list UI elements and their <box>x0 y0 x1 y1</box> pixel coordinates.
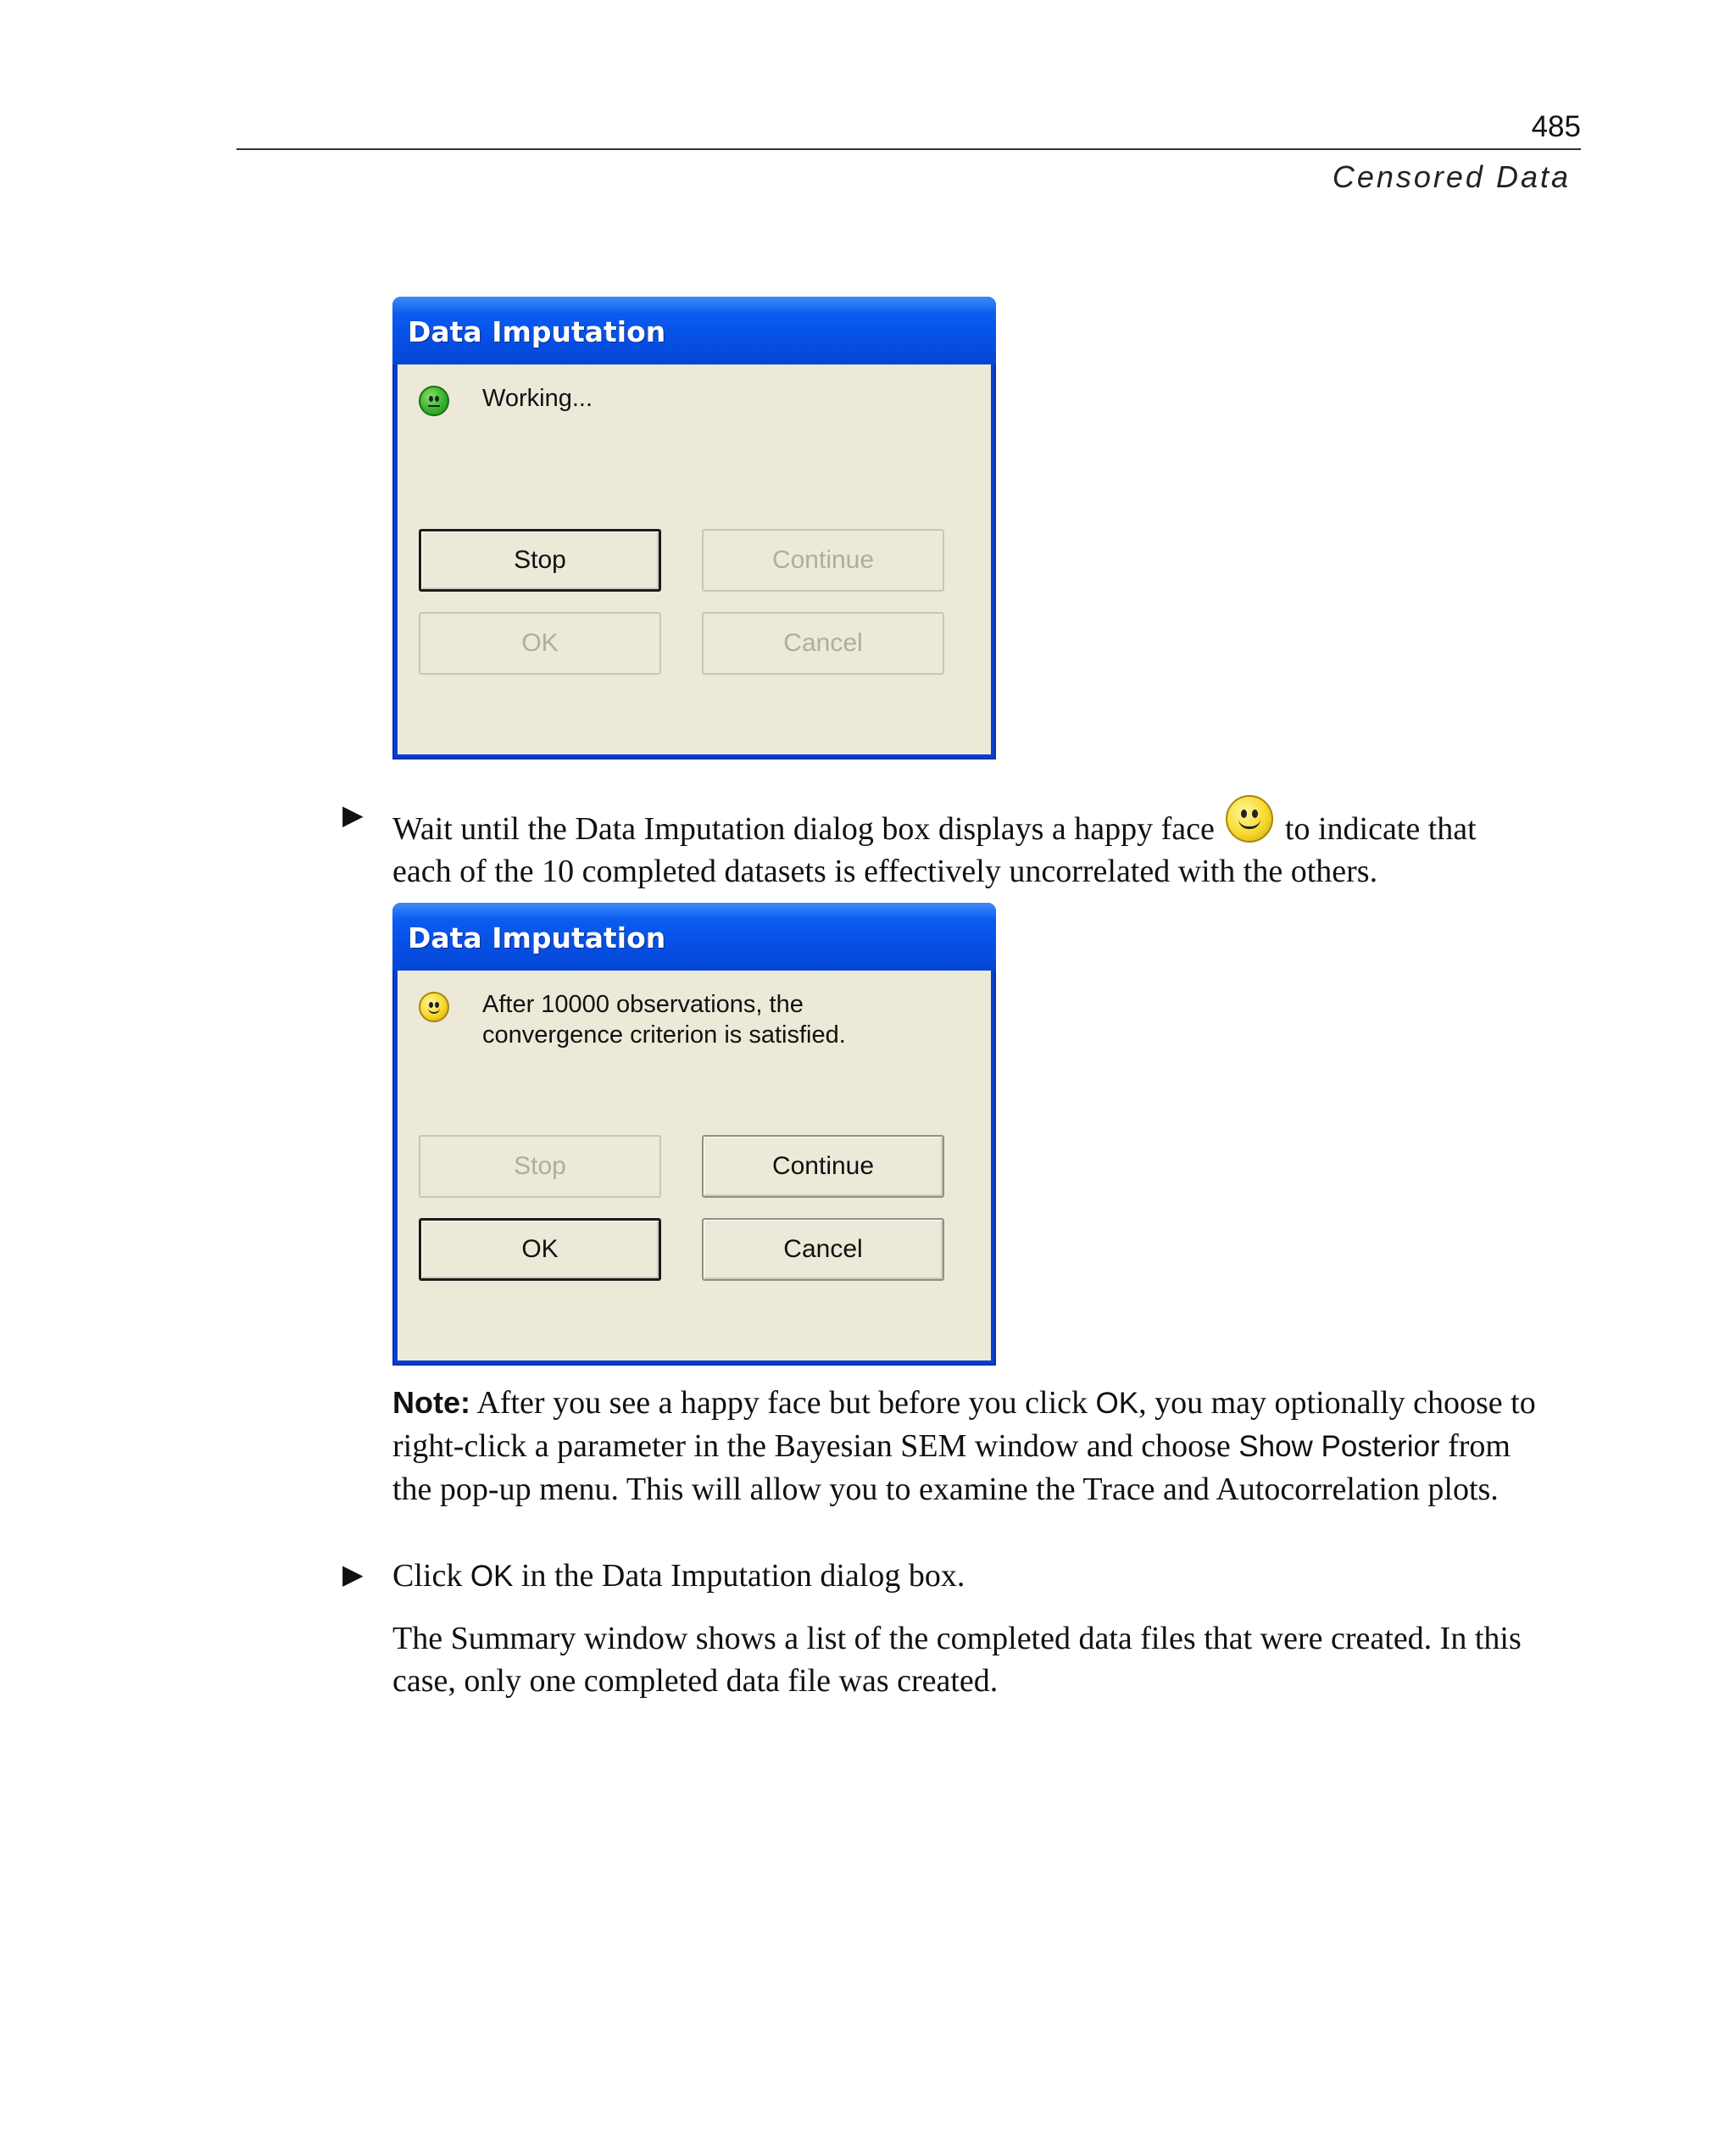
dialog-titlebar[interactable] <box>392 903 996 971</box>
status-line: convergence criterion is satisfied. <box>482 1021 846 1049</box>
happy-face-icon <box>419 992 449 1022</box>
step-click-ok: Click OK in the Data Imputation dialog box. <box>392 1558 965 1594</box>
ok-button[interactable]: OK <box>419 1218 661 1281</box>
header-rule <box>236 148 1581 150</box>
dialog-client-area <box>398 364 991 754</box>
summary-paragraph: The Summary window shows a list of the completed data files that were created. In this case, only one completed data file was created. <box>392 1621 1522 1699</box>
note-label: Note: <box>392 1385 470 1420</box>
happy-face-icon <box>1226 795 1273 843</box>
status-message <box>482 989 846 1050</box>
unhappy-face-icon <box>419 386 449 416</box>
bullet-arrow-icon: ▶ <box>342 1559 364 1589</box>
cancel-button[interactable]: Cancel <box>702 1218 944 1281</box>
status-line: Working... <box>482 385 593 412</box>
dialog-titlebar[interactable] <box>392 297 996 364</box>
stop-button[interactable]: Stop <box>419 1135 661 1198</box>
show-posterior-reference: Show Posterior <box>1238 1430 1440 1463</box>
continue-button[interactable]: Continue <box>702 1135 944 1198</box>
status-line: After 10000 observations, the <box>482 991 804 1018</box>
data-imputation-dialog-working <box>392 297 996 759</box>
step-wait-happy-face: Wait until the Data Imputation dialog box displays a happy face to indicate that each of the 10 completed datasets is effectively uncorrelated with the others. <box>392 795 1579 893</box>
page-number: 485 <box>1531 110 1581 143</box>
note-paragraph: Note: After you see a happy face but before you click OK, you may optionally choose to right-click a parameter in the Bayesian SEM window and choose Show Posterior from the pop-up menu. This will allow you to examine the Trace and Autocorrelation plots. <box>392 1385 1536 1507</box>
status-message <box>482 383 593 414</box>
ok-button[interactable]: OK <box>419 612 661 675</box>
stop-button[interactable]: Stop <box>419 529 661 592</box>
dialog-title: Data Imputation <box>408 315 666 348</box>
dialog-client-area <box>398 971 991 1360</box>
data-imputation-dialog-done <box>392 903 996 1366</box>
continue-button[interactable]: Continue <box>702 529 944 592</box>
ok-reference: OK <box>1095 1387 1139 1420</box>
cancel-button[interactable]: Cancel <box>702 612 944 675</box>
ok-reference: OK <box>470 1560 514 1593</box>
dialog-title: Data Imputation <box>408 921 666 954</box>
running-title: Censored Data <box>1332 159 1571 194</box>
bullet-arrow-icon: ▶ <box>342 799 364 830</box>
